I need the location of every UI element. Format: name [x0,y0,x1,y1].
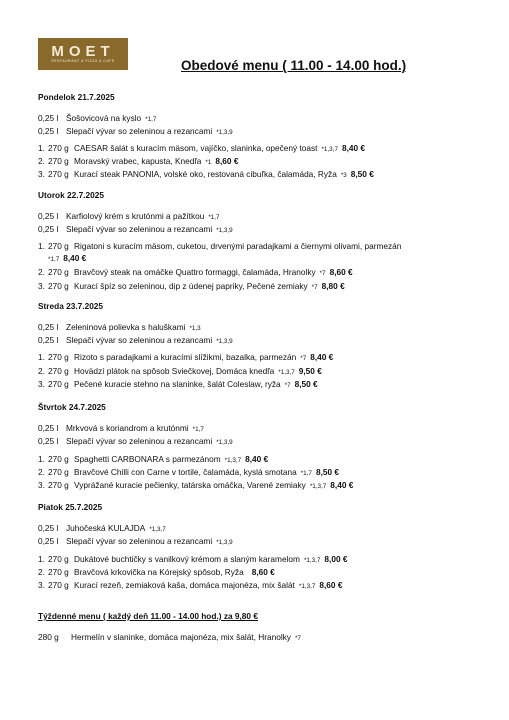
dish-price: 8,40 € [63,253,87,263]
dish-name: Hovädzí plátok na spôsob Sviečkovej, Domáca knedľa [74,366,275,376]
day-header: Streda 23.7.2025 [38,301,104,311]
dish-price: 8,60 € [329,267,353,277]
dish-weight: 270 g [48,454,69,464]
dish-number: 1. [38,454,45,464]
allergen-codes: *1,3,9 [216,227,233,234]
dish-name: Kurací špíz so zeleninou, dip z údenej papriky, Pečené zemiaky [74,281,308,291]
main-dish-item [38,352,333,364]
soup-quantity: 0,25 l [38,126,59,136]
day-header: Piatok 25.7.2025 [38,502,103,512]
dish-price: 9,50 € [298,366,322,376]
allergen-codes: *1,3,7 [149,526,166,533]
dish-name: Kurací steak PANONIA, volské oko, restovaná cibuľka, čalamáda, Ryža [74,169,337,179]
soup-quantity: 0,25 l [38,523,59,533]
dish-name: Pečené kuracie stehno na slaninke, šalát Coleslaw, ryža [74,379,281,389]
allergen-codes: *7 [311,284,318,291]
soup-quantity: 0,25 l [38,335,59,345]
allergen-codes: *1,3 [189,325,201,332]
soup-item [38,211,220,223]
dish-number: 3. [38,480,45,490]
dish-name: Bravčový steak na omáčke Quattro formaggi, čalamáda, Hranolky [74,267,316,277]
dish-weight: 270 g [48,379,69,389]
dish-price: 8,40 € [330,480,354,490]
weekly-menu-title: Týždenné menu ( každý deň 11.00 - 14.00 hod.) za 9,80 € [38,611,258,621]
main-dish-item [38,454,268,466]
dish-weight: 270 g [48,580,69,590]
allergen-codes: *1,7 [192,426,204,433]
dish-name: Hermelín v slaninke, domáca majonéza, mix šalát, Hranolky [71,632,291,642]
soup-name: Zeleninová polievka s haluškami [66,322,186,332]
dish-weight: 270 g [48,366,69,376]
dish-number: 1. [38,143,45,153]
dish-number: 2. [38,467,45,477]
allergen-codes: *1,3,9 [216,338,233,345]
dish-price: 8,40 € [341,143,366,153]
dish-weight: 270 g [48,143,69,153]
soup-name: Slepačí vývar so zeleninou a rezancami [66,536,213,546]
dish-name: Dukátové buchtičky s vanilkový krémom a slaným karamelom [74,554,300,564]
soup-name: Slepačí vývar so zeleninou a rezancami [66,126,213,136]
dish-name: Bravčové Chilli con Carne v tortile, čalamáda, kyslá smotana [74,467,297,477]
dish-name: Spaghetti CARBONARA s parmezánom [74,454,221,464]
main-dish-item [38,169,374,181]
allergen-codes: *1,7 [300,470,312,477]
dish-name: Rigatoni s kuracím mäsom, cuketou, drvenými paradajkami a čiernymi olivami, parmezán [74,241,402,251]
soup-name: Mrkvová s koriandrom a krutónmi [66,423,189,433]
soup-item [38,126,233,138]
allergen-codes: *1,3,9 [216,129,233,136]
main-dish-item [38,379,318,391]
dish-price: 8,50 € [350,169,374,179]
main-dish-item [38,156,238,168]
soup-name: Juhočeská KULAJDA [66,523,146,533]
dish-name: CAESAR šalát s kuracím mäsom, vajíčko, slaninka, opečený toast [74,143,318,153]
dish-number: 2. [38,156,45,166]
dish-price: 8,60 € [215,156,239,166]
dish-price: 8,60 € [319,580,343,590]
allergen-codes: *1,3,7 [321,146,338,153]
main-dish-item [38,554,347,566]
soup-quantity: 0,25 l [38,113,59,123]
dish-number: 3. [38,281,45,291]
soup-item [38,423,204,435]
soup-name: Slepačí vývar so zeleninou a rezancami [66,335,213,345]
main-dish-item [38,480,353,492]
allergen-codes: *1,7 [145,116,157,123]
day-header: Pondelok 21.7.2025 [38,92,115,102]
dish-number: 1. [38,241,45,251]
soup-item [38,536,233,548]
dish-price: 8,80 € [321,281,345,291]
dish-price: 8,50 € [294,379,318,389]
dish-number: 3. [38,169,45,179]
dish-weight: 270 g [48,467,69,477]
dish-price: 8,40 € [310,352,334,362]
allergen-codes: *1,3,7 [298,583,316,590]
main-dish-item [38,567,275,579]
dish-name: Kurací rezeň, zemiaková kaša, domáca majonéza, mix šalát [74,580,295,590]
main-dish-item [38,467,339,479]
dish-number: 1. [38,554,45,564]
allergen-codes: *1 [205,159,212,166]
allergen-codes: *1,3,7 [224,457,242,464]
dish-weight: 270 g [48,241,69,251]
dish-weight: 270 g [48,281,69,291]
soup-quantity: 0,25 l [38,423,59,433]
dish-number: 2. [38,567,45,577]
dish-weight: 280 g [38,632,59,642]
allergen-codes: *1,3,7 [303,557,321,564]
soup-item [38,335,233,347]
dish-number: 3. [38,580,45,590]
soup-name: Slepačí vývar so zeleninou a rezancami [66,436,213,446]
dish-price: 8,60 € [251,567,275,577]
logo-subtitle: RESTAURANT & PIZZA & CAFE [51,59,115,63]
dish-weight: 270 g [48,169,69,179]
main-dish-item [38,580,342,592]
dish-number: 2. [38,267,45,277]
soup-item [38,436,233,448]
allergen-codes: *1,3,9 [216,539,233,546]
soup-item [38,224,233,236]
logo [38,38,128,70]
dish-weight: 270 g [48,554,69,564]
allergen-codes: *1,7 [48,256,60,263]
allergen-codes: *1,7 [208,214,220,221]
dish-weight: 270 g [48,156,69,166]
allergen-codes: *7 [300,355,307,362]
soup-name: Slepačí vývar so zeleninou a rezancami [66,224,213,234]
soup-quantity: 0,25 l [38,322,59,332]
main-dish-item [38,281,345,293]
dish-number: 1. [38,352,45,362]
dish-price: 8,00 € [324,554,348,564]
soup-quantity: 0,25 l [38,224,59,234]
main-dish-item [38,267,353,279]
dish-name: Moravský vrabec, kapusta, Knedľa [74,156,202,166]
page-title: Obedové menu ( 11.00 - 14.00 hod.) [181,58,407,73]
soup-item [38,113,156,125]
main-dish-item [38,143,365,155]
dish-weight: 270 g [48,480,69,490]
dish-name: Vyprážané kuracie pečienky, tatárska omáčka, Varené zemiaky [74,480,306,490]
dish-price: 8,40 € [245,454,269,464]
dish-weight: 270 g [48,352,69,362]
logo-brand: MOET [51,43,115,60]
dish-weight: 270 g [48,567,69,577]
main-dish-item [38,241,401,252]
dish-weight: 270 g [48,267,69,277]
day-header: Utorok 22.7.2025 [38,190,104,200]
soup-item [38,523,166,535]
day-header: Štvrtok 24.7.2025 [38,402,106,412]
allergen-codes: *3 [340,172,347,179]
main-dish-item [38,366,322,378]
allergen-codes: *7 [284,382,291,389]
dish-name: Rizoto s paradajkami a kuracími slížikmi, bazalka, parmezán [74,352,297,362]
allergen-codes: *7 [294,635,301,642]
soup-name: Karfiolový krém s krutónmi a pažítkou [66,211,205,221]
soup-quantity: 0,25 l [38,436,59,446]
dish-number: 2. [38,366,45,376]
dish-name: Bravčová krkovička na Kórejský spôsob, Ryža [74,567,244,577]
soup-quantity: 0,25 l [38,536,59,546]
allergen-codes: *1,3,7 [278,369,295,376]
soup-quantity: 0,25 l [38,211,59,221]
soup-name: Šošovicová na kyslo [66,113,142,123]
allergen-codes: *1,3,7 [309,483,327,490]
soup-item [38,322,201,334]
allergen-codes: *7 [319,270,326,277]
weekly-menu-item [38,632,301,644]
dish-number: 3. [38,379,45,389]
allergen-codes: *1,3,9 [216,439,233,446]
dish-continuation [48,253,86,265]
dish-price: 8,50 € [315,467,340,477]
